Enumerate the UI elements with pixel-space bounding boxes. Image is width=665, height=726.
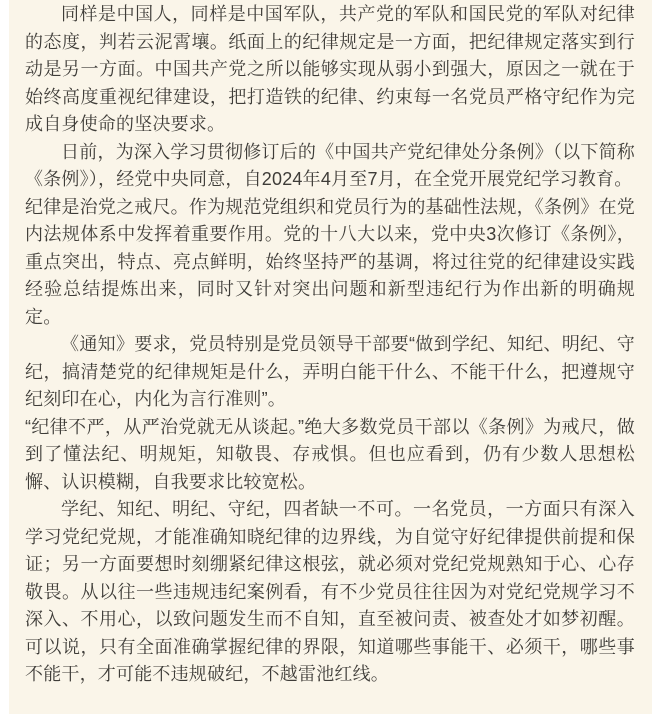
paragraph: 学纪、知纪、明纪、守纪，四者缺一不可。一名党员，一方面只有深入学习党纪党规，才能准确知晓纪律的边界线，为自觉守好纪律提供前提和保证；另一方面要想时刻绷紧纪律这根弦，就必须对党纪党规熟知于心、心存敬畏。从以往一些违规违纪案例看，有不少党员往往因为对党纪党规学习不深入、不用心，以致问题发生而不自知，直至被问责、被查处才如梦初醒。可以说，只有全面准确掌握纪律的界限，知道哪些事能干、必须干，哪些事不能干，才可能不违规破纪，不越雷池红线。 — [25, 499, 635, 684]
paragraph: 纪律是治党之戒尺。作为规范党组织和党员行为的基础性法规，《条例》在党内法规体系中发挥着重要作用。党的十八大以来，党中央3次修订《条例》，重点突出，特点、亮点鲜明，始终坚持严的基调，将过往党的纪律建设实践经验总结提炼出来，同时又针对突出问题和新型违纪行为作出新的明确规定。 — [25, 196, 635, 327]
document-body — [9, 0, 652, 714]
paragraph: 同样是中国人，同样是中国军队，共产党的军队和国民党的军队对纪律的态度，判若云泥霄壤。纸面上的纪律规定是一方面，把纪律规定落实到行动是另一方面。中国共产党之所以能够实现从弱小到强大，原因之一就在于始终高度重视纪律建设，把打造铁的纪律、约束每一名党员严格守纪作为完成自身使命的坚决要求。 — [25, 4, 635, 134]
paragraph: 《通知》要求，党员特别是党员领导干部要“做到学纪、知纪、明纪、守纪，搞清楚党的纪律规矩是什么，弄明白能干什么、不能干什么，把遵规守纪刻印在心，内化为言行准则”。 — [25, 334, 635, 409]
document-page — [9, 0, 652, 714]
paragraph: “纪律不严，从严治党就无从谈起。”绝大多数党员干部以《条例》为戒尺，做到了懂法纪、明规矩，知敬畏、存戒惧。但也应看到，仍有少数人思想松懈、认识模糊，自我要求比较宽松。 — [25, 416, 635, 492]
paragraph: 日前，为深入学习贯彻修订后的《中国共产党纪律处分条例》（以下简称《条例》），经党中央同意，自2024年4月至7月，在全党开展党纪学习教育。 — [25, 141, 635, 189]
